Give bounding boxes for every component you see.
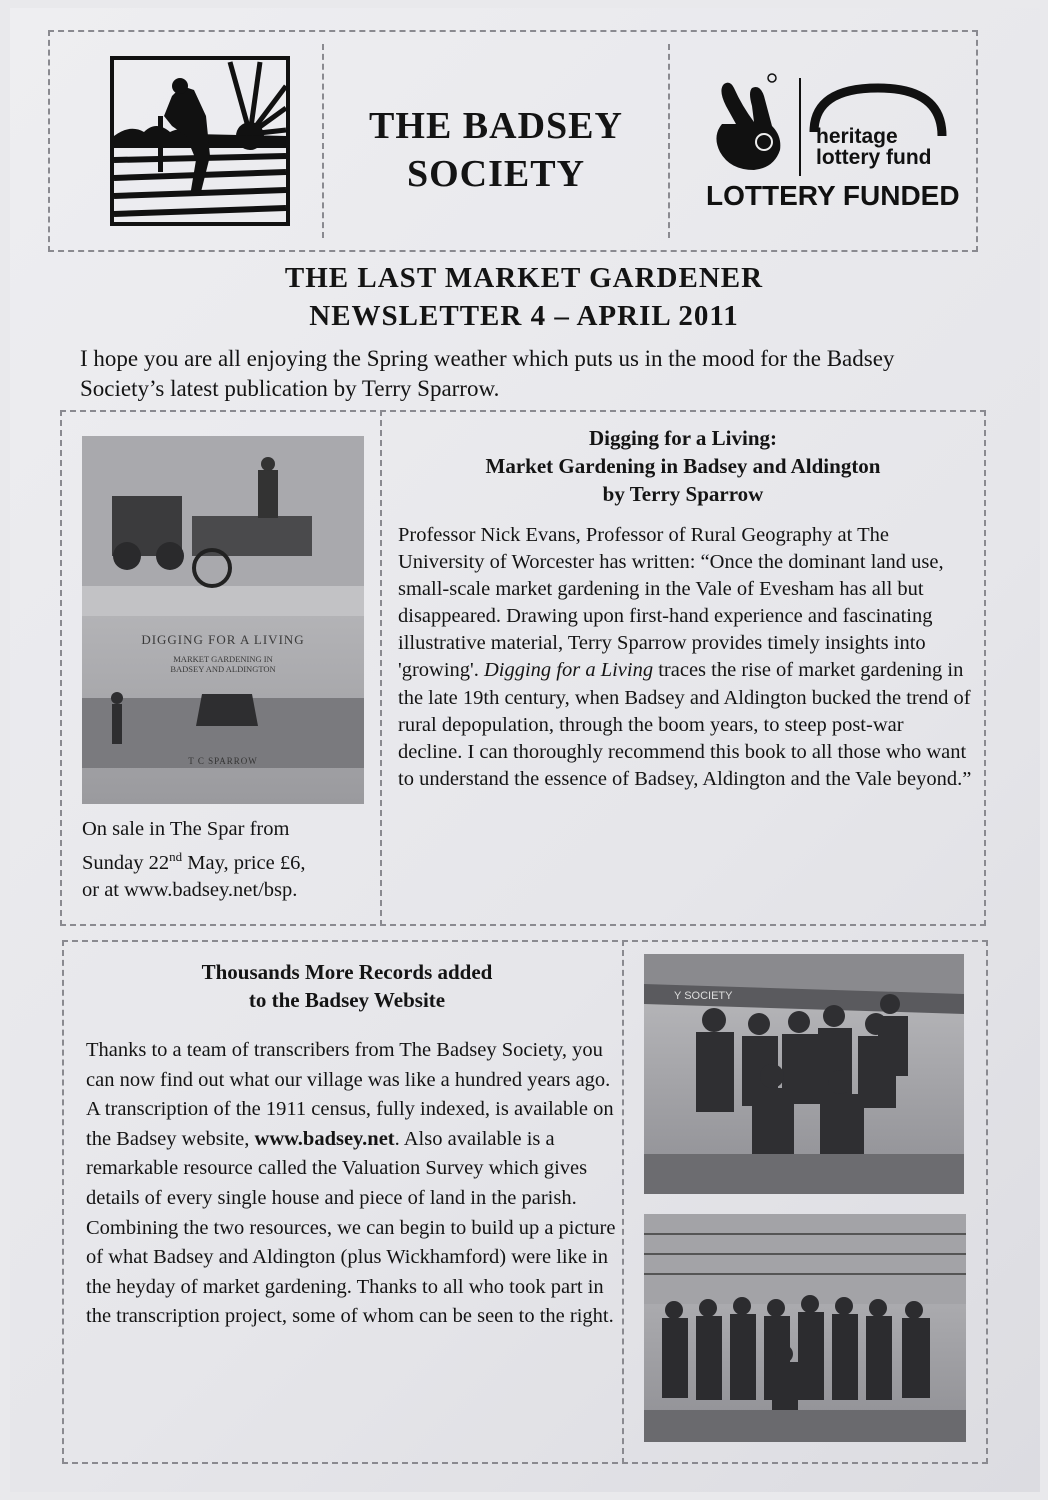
cover-subtitle <box>82 654 364 674</box>
lottery-fund-text: lottery fund <box>816 146 932 169</box>
book-heading-line-2: Market Gardening in Badsey and Aldington <box>485 454 881 478</box>
sale-line-3: or at www.badsey.net/bsp. <box>82 878 298 901</box>
title-line-1: THE BADSEY <box>369 105 623 147</box>
cover-subtitle-line-2: BADSEY AND ALDINGTON <box>170 664 276 674</box>
book-heading-line-3: by Terry Sparrow <box>602 482 764 506</box>
book-review-part-1: Professor Nick Evans, Professor of Rural Geography at The University of Worcester has written: “Once the dominant land use, small-scale market gardening in the Vale of Evesham has all but disappeared. Drawing upon first-hand experience and fascinating illustrative material, Terry Sparrow provides timely insights into 'growing'. <box>398 524 944 682</box>
book-cover-image <box>82 436 364 804</box>
heritage-text: heritage <box>816 125 898 148</box>
records-text <box>86 1036 616 1332</box>
cover-title: DIGGING FOR A LIVING <box>141 632 305 647</box>
cover-author: T C SPARROW <box>188 756 258 766</box>
book-heading <box>398 424 968 508</box>
book-heading-line-1: Digging for a Living: <box>588 426 778 450</box>
header-title-cell <box>322 44 670 238</box>
lottery-logo-block <box>680 46 970 236</box>
gardener-logo-icon <box>110 56 290 226</box>
book-review-part-2: traces the rise of market gardening in the late 19th century, when Badsey and Aldington bucked the trend of rural depopulation, through the boom years, to steep post-war decline. I can thoroughly recommend this book to all those who want to understand the essence of Badsey, Aldington and the Vale beyond.” <box>398 659 972 790</box>
cover-subtitle-line-1: MARKET GARDENING IN <box>173 654 273 664</box>
transcribers-photo-1 <box>644 954 964 1194</box>
records-text-part-1: Thanks to a team of transcribers from The Badsey Society, you can now find out what our village was like a hundred years ago. A transcription of the 1911 census, fully indexed, is available on the Badsey website, <box>86 1039 614 1150</box>
intro-paragraph: I hope you are all enjoying the Spring weather which puts us in the mood for the Badsey Society’s latest publication by Terry Sparrow. <box>80 346 895 401</box>
group-photo-2-illustration <box>644 1214 966 1442</box>
records-heading <box>82 958 612 1014</box>
records-heading-line-1: Thousands More Records added <box>201 960 493 984</box>
sale-price-text: May, price £6, <box>182 851 306 874</box>
records-divider <box>622 940 624 1464</box>
book-title-italic: Digging for a Living <box>483 659 654 682</box>
society-title <box>324 102 668 198</box>
badsey-website-link: www.badsey.net <box>254 1127 395 1150</box>
records-text-part-2: . Also available is a remarkable resource called the Valuation Survey which gives details of every single house and piece of land in the parish. Combining the two resources, we can begin to build up a picture of what Badsey and Aldington (plus Wickhamford) were like in the heyday of market gardening. Thanks to all who took part in the transcription project, some of whom can be seen to the right. <box>86 1127 616 1328</box>
transcribers-photo-2 <box>644 1214 966 1442</box>
heritage-lottery-fund-text <box>816 126 932 168</box>
photo-banner-text: Y SOCIETY <box>674 990 733 1002</box>
book-review-text <box>398 522 972 793</box>
sale-info <box>82 816 372 904</box>
sale-date-text: Sunday 22 <box>82 851 170 874</box>
sale-date-ordinal: nd <box>169 849 183 864</box>
headline-line-1: THE LAST MARKET GARDENER <box>284 262 764 294</box>
sale-line-1: On sale in The Spar from <box>82 818 290 840</box>
sale-line-2 <box>82 843 372 877</box>
badsey-society-logo <box>60 44 322 238</box>
title-line-2: SOCIETY <box>406 153 586 195</box>
lottery-funded-label: LOTTERY FUNDED <box>706 180 960 211</box>
cover-photo-illustration <box>82 436 364 804</box>
records-heading-line-2: to the Badsey Website <box>248 988 446 1012</box>
headline-line-2: NEWSLETTER 4 – APRIL 2011 <box>309 300 739 332</box>
